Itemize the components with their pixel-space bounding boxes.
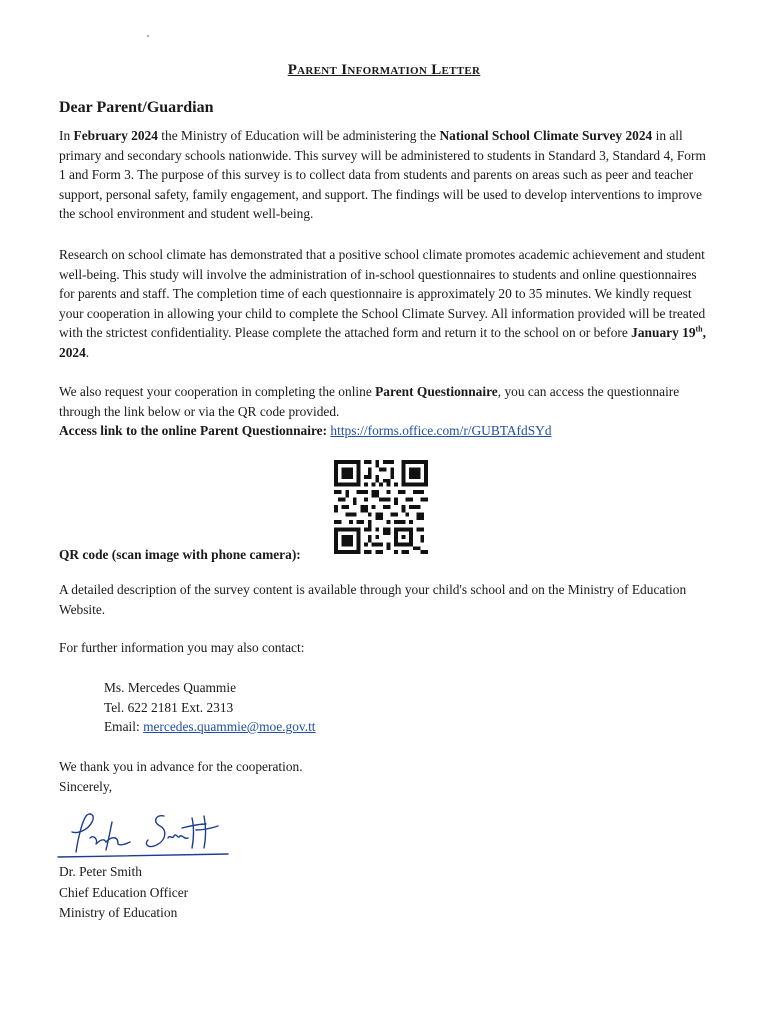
p2-deadline-year: , 2024 [59, 325, 706, 360]
qr-code-label: QR code (scan image with phone camera): [59, 547, 301, 562]
p1-date-bold: February 2024 [73, 128, 158, 143]
paragraph-research [59, 245, 709, 362]
qr-finder-top-left [334, 460, 360, 486]
signatory-organization: Ministry of Education [59, 905, 178, 920]
contact-email-link[interactable]: mercedes.quammie@moe.gov.tt [143, 719, 316, 734]
p3-parent-questionnaire-bold: Parent Questionnaire [375, 384, 498, 399]
paragraph-survey-intro [59, 126, 709, 224]
qr-code [334, 460, 428, 554]
p2-text-2: . [85, 344, 90, 360]
signatory-name: Dr. Peter Smith [59, 864, 142, 879]
closing-sincerely: Sincerely, [59, 778, 113, 794]
p1-text-3: in all primary and secondary schools nationwide. This survey will be administered to students in Standard 3, Standard 4, Form 1 and Form 3. The purpose of this survey is to collect data from students and parents on areas such as peer and teacher support, personal safety, family engagement, and support. The findings will be used to develop interventions to improve the school environment and student well-being. [59, 128, 706, 221]
letter-title: Parent Information Letter [287, 62, 481, 78]
p2-deadline-date: January 19 [631, 325, 696, 340]
access-link-label: Access link to the online Parent Questionnaire: [59, 423, 328, 438]
questionnaire-link[interactable]: https://forms.office.com/r/GUBTAfdSYd [330, 423, 552, 438]
contact-email-label: Email: [104, 719, 144, 734]
salutation: Dear Parent/Guardian [59, 99, 214, 116]
qr-finder-bottom-left [334, 528, 360, 554]
contact-block [104, 678, 316, 737]
paragraph-questionnaire [59, 382, 709, 441]
p1-text-1: In [59, 128, 74, 143]
handwritten-signature [56, 808, 236, 860]
p1-survey-name-bold: National School Climate Survey 2024 [439, 128, 653, 143]
scan-speck [147, 35, 149, 37]
contact-email-row [104, 717, 316, 737]
paragraph-further-info: For further information you may also contact: [59, 640, 305, 655]
closing-thanks: We thank you in advance for the cooperation. [59, 759, 303, 774]
p3-text-2: , you can access the questionnaire through the link below or via the QR code provided. [59, 384, 680, 419]
signatory-block [59, 862, 188, 924]
qr-finder-top-right [402, 460, 428, 486]
contact-name: Ms. Mercedes Quammie [104, 680, 237, 695]
signatory-role: Chief Education Officer [59, 884, 189, 900]
p3-text-1: We also request your cooperation in completing the online [59, 384, 376, 399]
paragraph-survey-description: A detailed description of the survey content is available through your child's school and on the Ministry of Education Website. [59, 582, 687, 617]
p2-deadline-sup: th [695, 324, 703, 334]
p2-text-1: Research on school climate has demonstrated that a positive school climate promotes academic achievement and student well-being. This study will involve the administration of in-school questionnaires to students and online questionnaires for parents and staff. The completion time of each questionnaire is approximately 20 to 35 minutes. We kindly request your cooperation in allowing your child to complete the School Climate Survey. All information provided will be treated with the strictest confidentiality. Please complete the attached form and return it to the school on or before [59, 247, 706, 340]
contact-phone: Tel. 622 2181 Ext. 2313 [104, 699, 234, 715]
p1-text-2: the Ministry of Education will be administering the [157, 128, 440, 143]
closing-block [59, 757, 709, 796]
